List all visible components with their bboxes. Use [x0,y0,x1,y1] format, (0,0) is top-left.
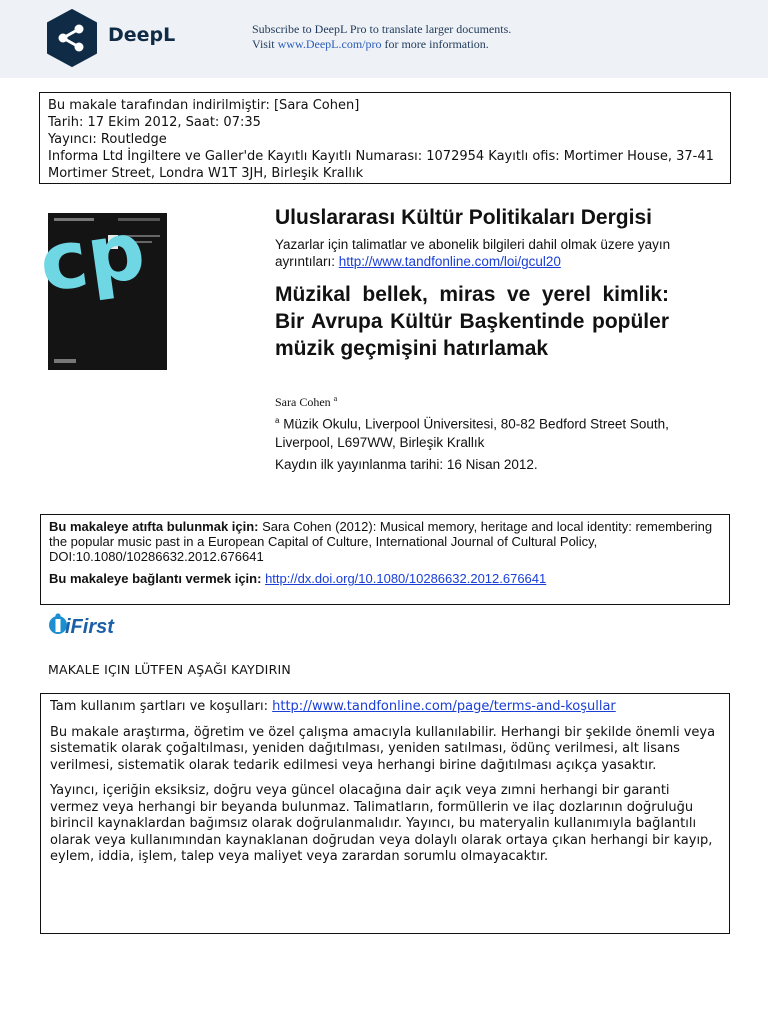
terms-label: Tam kullanım şartları ve koşulları: [50,699,273,714]
journal-title: Uluslararası Kültür Politikaları Dergisi [275,206,652,229]
download-line: Tarih: 17 Ekim 2012, Saat: 07:35 [48,115,261,130]
deepl-logo-icon[interactable] [46,9,98,67]
affiliation [275,412,725,452]
terms-link[interactable]: http://www.tandfonline.com/page/terms-and-koşullar [272,699,616,714]
doi-link-label: Bu makaleye bağlantı vermek için: [49,571,262,586]
terms-paragraph-2: Yayıncı, içeriğin eksiksiz, doğru veya güncel olacağına dair açık veya zımni herhangi bir garanti vermez veya herhangi bir beyanda bulunmaz. Talimatların, formüllerin ve ilaç dozlarının doğruluğu birincil kaynaklardan bağımsız olarak doğrulanmalıdır. Yayıncı, bu materyalin kullanımıyla bağlantılı olarak veya kullanımından kaynaklanan doğrudan veya dolaylı olarak ortaya çıkan herhangi bir kayıp, eylem, iddia, işlem, talep veya maliyet veya zarardan sorumlu olmayacaktır. [50,783,713,864]
citation-box [40,514,730,605]
download-info-box [39,92,731,184]
deepl-logo-text[interactable]: DeepL [108,24,176,46]
doi-link[interactable]: http://dx.doi.org/10.1080/10286632.2012.676641 [265,571,547,586]
journal-cover-graphic [33,203,167,370]
terms-row [50,699,720,716]
journal-link[interactable]: http://www.tandfonline.com/loi/gcul20 [338,254,561,269]
publication-date: Kaydın ilk yayınlanma tarihi: 16 Nisan 2012. [275,457,538,472]
journal-subtitle [275,236,705,270]
affiliation-text: Müzik Okulu, Liverpool Üniversitesi, 80-82 Bedford Street South, Liverpool, L697WW, Birleşik Krallık [275,416,669,450]
terms-paragraph-1: Bu makale araştırma, öğretim ve özel çalışma amacıyla kullanılabilir. Herhangi bir şekilde önemli veya sistematik olarak çoğaltılması, yeniden dağıtılması, yeniden satılması, ödünç verilmesi, alt lisans verilmesi, sistematik olarak tedarik edilmesi veya herhangi birine dağıtılması açıkça yasaktır. [50,724,716,773]
author-name: Sara Cohen [275,395,331,409]
banner-line-1: Subscribe to DeepL Pro to translate larger documents. [252,22,512,36]
cite-row [49,519,721,564]
article-title: Müzikal bellek, miras ve yerel kimlik: Bir Avrupa Kültür Başkentinde popüler müzik geçmişini hatırlamak [275,283,669,360]
author-superscript: a [333,394,338,403]
cover-letters: cp [33,203,151,311]
banner-message [252,22,511,52]
download-line: Informa Ltd İngiltere ve Galler'de Kayıtlı Kayıtlı Numarası: 1072954 Kayıtlı ofis: Mortimer House, 37-41 Mortimer Street, Londra W1T 3JH, Birleşik Krallık [48,149,714,181]
cite-label: Bu makaleye atıfta bulunmak için: [49,519,259,534]
affiliation-superscript: a [275,416,280,425]
ifirst-text: iFirst [65,616,114,638]
journal-cover-image [33,203,167,370]
ifirst-logo [48,611,128,639]
scroll-down-note: MAKALE IÇIN LÜTFEN AŞAĞI KAYDIRIN [48,662,291,677]
banner-line-2 [252,37,511,52]
download-line: Bu makale tarafından indirilmiştir: [Sara Cohen] [48,98,360,113]
cite-text: Sara Cohen (2012): Musical memory, heritage and local identity: remembering the popular music past in a European Capital of Culture, International Journal of Cultural Policy, DOI:10.1080/10286632.2012.676641 [49,519,713,564]
download-line: Yayıncı: Routledge [48,132,167,147]
journal-subtitle-text: Yazarlar için talimatlar ve abonelik bilgileri dahil olmak üzere yayın ayrıntıları: [275,237,671,269]
deepl-banner [0,0,768,78]
deepl-pro-link[interactable]: www.DeepL.com/pro [277,37,382,51]
banner-line-2-prefix: Visit [252,37,278,51]
doi-link-row [49,571,721,586]
banner-line-2-suffix: for more information. [381,37,489,51]
author [275,394,337,410]
terms-box [40,693,730,934]
